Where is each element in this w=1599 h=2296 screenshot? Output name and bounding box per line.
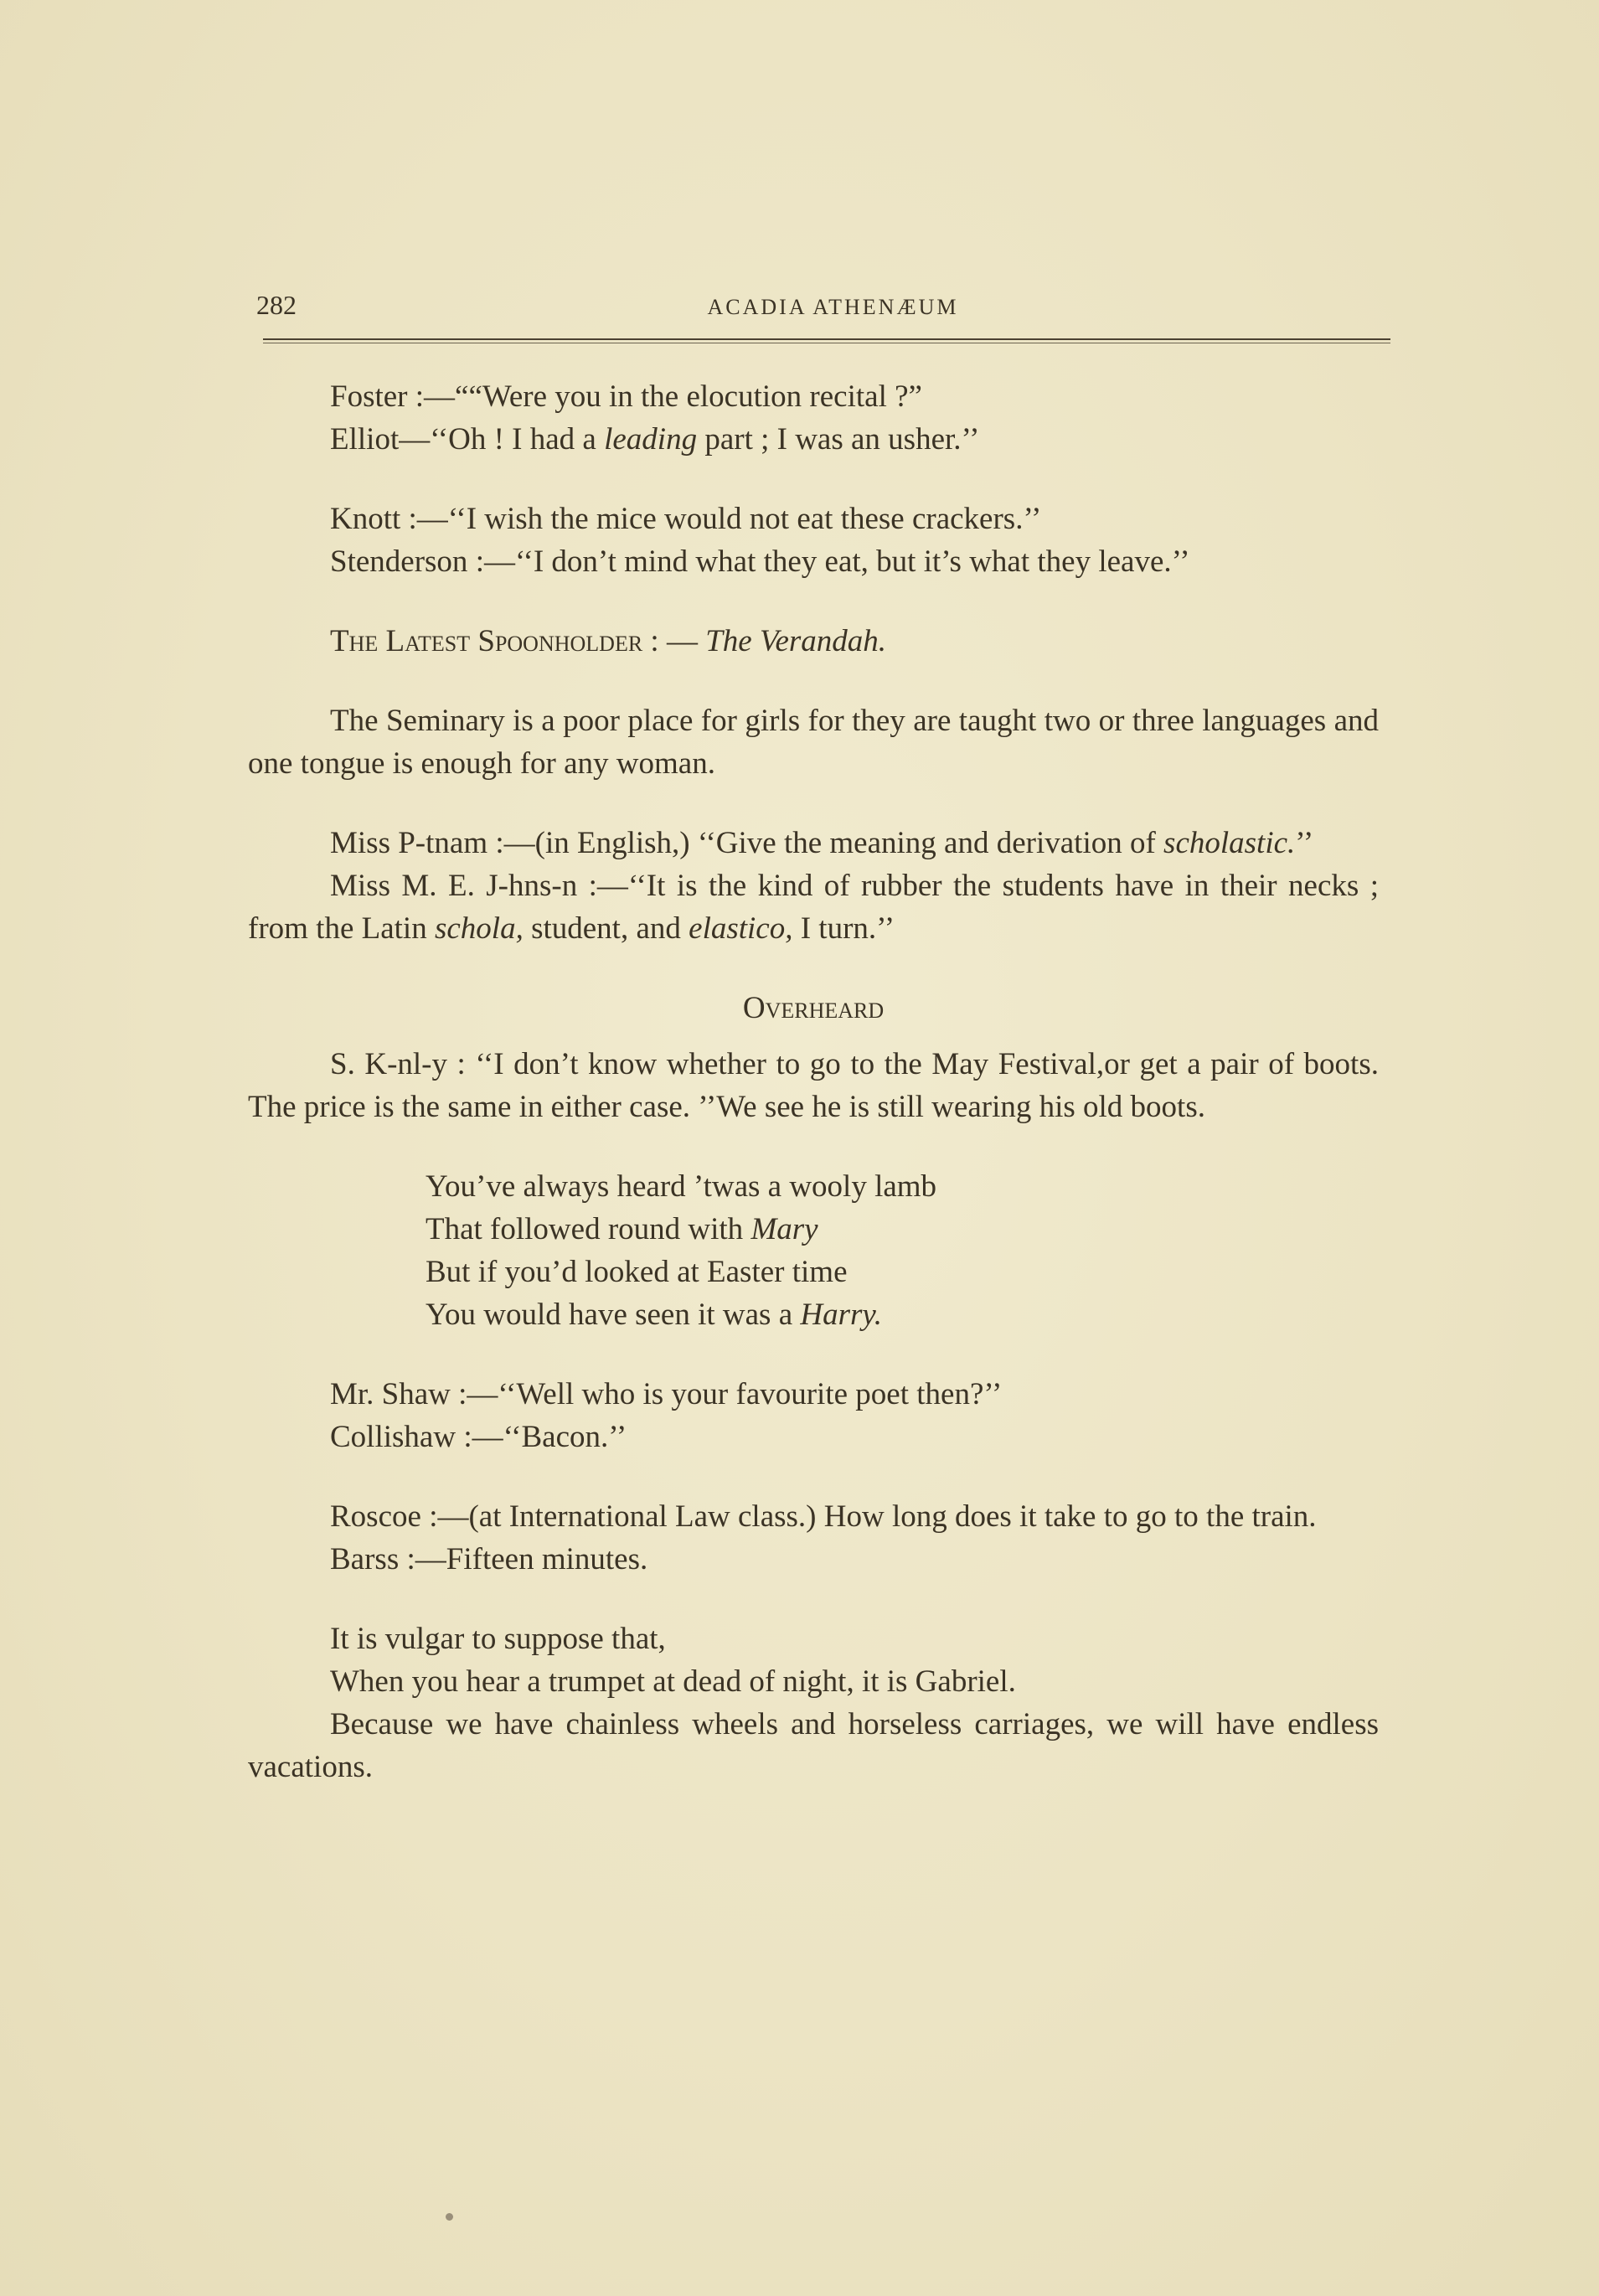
shaw-line: :—‘‘Well who is your favourite poet then?’’ [450, 1377, 1003, 1411]
foster-paragraph [248, 375, 1379, 418]
barss-line: :—Fifteen minutes. [399, 1542, 648, 1576]
knott-paragraph [248, 498, 1379, 540]
seminary-paragraph: The Seminary is a poor place for girls for they are taught two or three languages and one tongue is enough for any woman. [248, 704, 1379, 781]
poem [248, 1165, 1379, 1336]
vulgar-line-3: Because we have chainless wheels and horseless carriages, we will have endless vacations. [248, 1707, 1379, 1784]
barss-speaker: Barss [330, 1542, 400, 1576]
kinley-paragraph [248, 1043, 1379, 1128]
spoonholder-label: The Latest Spoonholder [330, 624, 643, 658]
poem-line-2-text: That followed round with [426, 1212, 751, 1246]
knott-speaker: Knott [330, 502, 401, 536]
spoonholder-answer: The Verandah. [705, 624, 887, 658]
johnson-emphasis-schola: schola, [434, 911, 524, 946]
roscoe-speaker: Roscoe [330, 1499, 421, 1534]
poem-line-4 [426, 1293, 1379, 1336]
elliot-line-start: —‘‘Oh ! I had a [399, 422, 605, 457]
running-header-title: ACADIA ATHENÆUM [707, 295, 959, 319]
poem-line-2-emphasis: Mary [750, 1212, 818, 1246]
putnam-paragraph [248, 822, 1379, 864]
putnam-line-emphasis: scholastic. [1163, 826, 1296, 860]
poem-line-4-text: You would have seen it was a [426, 1298, 801, 1332]
paper-speck [446, 2213, 453, 2221]
page-number: 282 [256, 290, 297, 320]
stenderson-speaker: Stenderson [330, 544, 468, 579]
foster-speaker: Foster [330, 379, 408, 414]
overheard-heading: Overheard [742, 991, 885, 1025]
spoonholder-paragraph [248, 620, 1379, 663]
kinley-speaker: S. K-nl-y [330, 1047, 447, 1081]
johnson-emphasis-elastico: elastico, [689, 911, 793, 946]
poem-line-4-emphasis: Harry. [800, 1298, 883, 1332]
collishaw-paragraph [248, 1416, 1379, 1458]
knott-line: :—‘‘I wish the mice would not eat these crackers.’’ [400, 502, 1042, 536]
johnson-paragraph [248, 864, 1379, 950]
shaw-paragraph [248, 1373, 1379, 1416]
poem-line-1: You’ve always heard ’twas a wooly lamb [426, 1169, 937, 1204]
vulgar-line-2: When you hear a trumpet at dead of night, it is Gabriel. [330, 1664, 1016, 1699]
spoonholder-separator: : — [642, 624, 706, 658]
elliot-paragraph [248, 418, 1379, 461]
shaw-speaker: Mr. Shaw [330, 1377, 451, 1411]
elliot-line-end: part ; I was an usher.’’ [697, 422, 980, 457]
collishaw-speaker: Collishaw [330, 1420, 456, 1454]
foster-line: :—““Were you in the elocution recital ?” [407, 379, 922, 414]
johnson-line-start: :—‘‘It is the kind of rubber the students have in their necks ; from the Latin [248, 869, 1379, 946]
putnam-line-end: ’’ [1295, 826, 1314, 860]
elliot-speaker: Elliot [330, 422, 400, 457]
putnam-line-start: :—(in English,) ‘‘Give the meaning and derivation of [487, 826, 1164, 860]
johnson-speaker: Miss M. E. J-hns-n [330, 869, 578, 903]
stenderson-line: :—‘‘I don’t mind what they eat, but it’s what they leave.’’ [467, 544, 1190, 579]
elliot-line-emphasis: leading [604, 422, 698, 457]
page-body [248, 375, 1379, 1788]
collishaw-line: :—‘‘Bacon.’’ [456, 1420, 627, 1454]
poem-line-3: But if you’d looked at Easter time [426, 1255, 848, 1289]
kinley-line: : ‘‘I don’t know whether to go to the May Festival,or get a pair of boots. The price is the same in either case. ’’We see he is still wearing his old boots. [248, 1047, 1379, 1124]
johnson-line-middle: student, and [523, 911, 689, 946]
header-rule [263, 338, 1390, 340]
putnam-speaker: Miss P-tnam [330, 826, 488, 860]
vulgar-line-1: It is vulgar to suppose that, [330, 1622, 666, 1656]
roscoe-paragraph [248, 1495, 1379, 1538]
roscoe-line: :—(at International Law class.) How long does it take to go to the train. [420, 1499, 1317, 1534]
stenderson-paragraph [248, 540, 1379, 583]
poem-line-2 [426, 1208, 1379, 1251]
johnson-line-end: I turn.’’ [792, 911, 895, 946]
barss-paragraph [248, 1538, 1379, 1581]
